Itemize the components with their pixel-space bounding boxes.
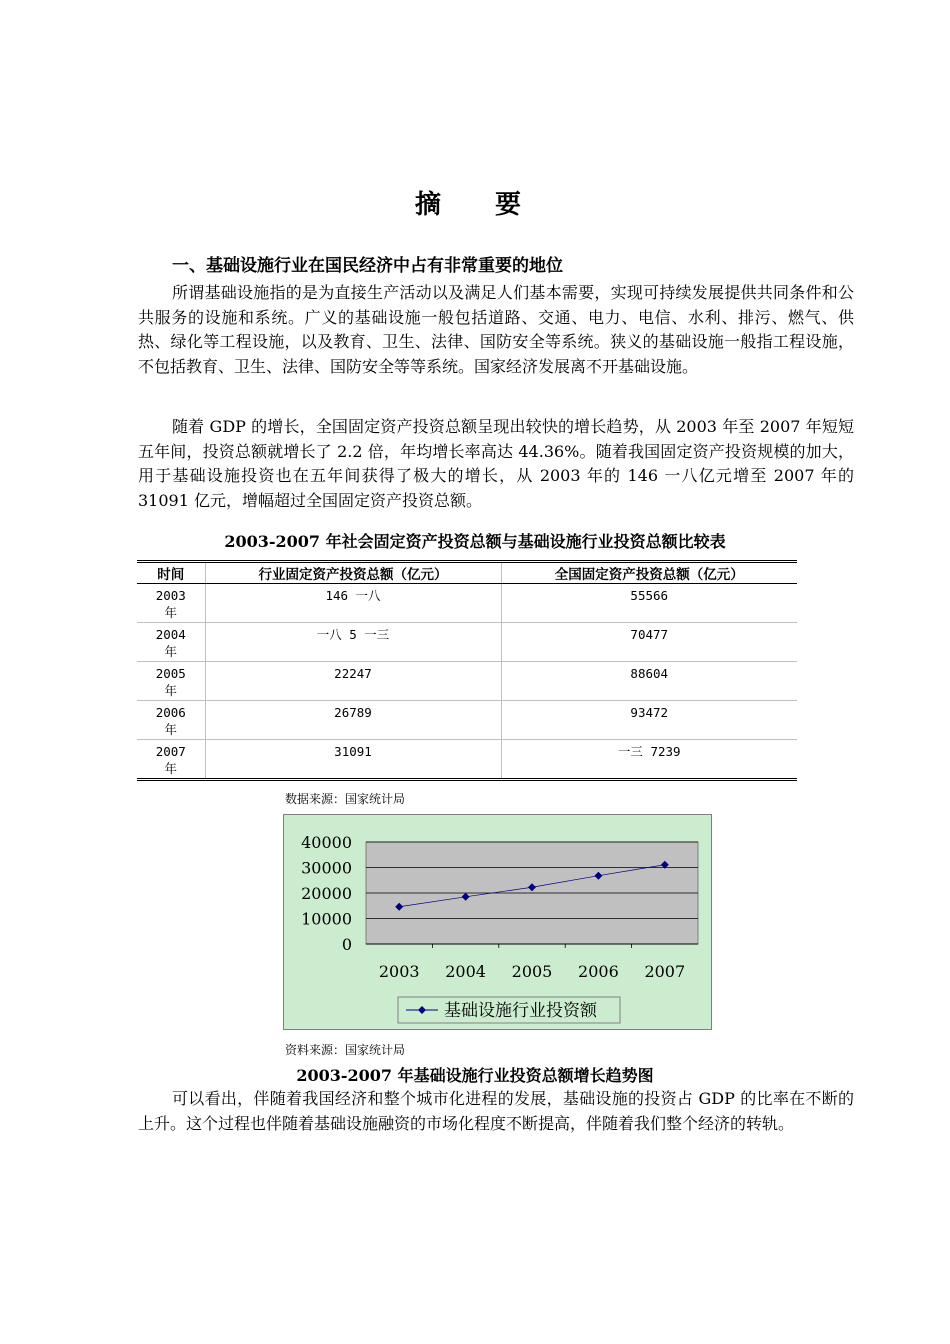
table-row — [137, 701, 797, 740]
cell-year: 2007年 — [155, 744, 186, 776]
cell-national-value: 93472 — [630, 705, 669, 720]
cell-industry-value: 22247 — [334, 666, 372, 681]
cell-year: 2005年 — [155, 666, 186, 698]
chart-caption: 2003-2007 年基础设施行业投资总额增长趋势图 — [296, 1066, 654, 1085]
paragraph-growth: 随着 GDP 的增长，全国固定资产投资总额呈现出较快的增长趋势，从 2003 年至 2007 年短短五年间，投资总额就增长了 2.2 倍，年均增长率高达 44.36%。随着我国固定资产投资规模的加大，用于基础设施投资也在五年间获得了极大的增长，从 2003 年的 146 一八亿元增至 2007 年的 31091 亿元，增幅超过全国固定资产投资总额。 — [138, 417, 854, 510]
cell-national-value: 88604 — [630, 666, 669, 681]
cell-industry-value: 一八 5 一三 — [316, 627, 390, 642]
x-tick-label: 2005 — [511, 962, 553, 981]
table-row — [137, 662, 797, 701]
investment-line-chart — [283, 814, 712, 1030]
chart-source-note: 资料来源：国家统计局 — [285, 1043, 406, 1057]
legend-label: 基础设施行业投资额 — [444, 1001, 597, 1021]
header-industry-investment: 行业固定资产投资总额（亿元） — [205, 563, 501, 584]
cell-industry-value: 146 一八 — [325, 588, 381, 603]
cell-national-value: 70477 — [630, 627, 669, 642]
cell-industry-value: 26789 — [334, 705, 372, 720]
y-tick-label: 10000 — [301, 909, 352, 929]
chart-canvas — [284, 815, 711, 1029]
x-tick-label: 2006 — [578, 962, 619, 981]
y-tick-label: 30000 — [301, 858, 352, 878]
x-tick-label: 2004 — [445, 962, 486, 981]
comparison-table — [137, 560, 797, 781]
paragraph-conclusion: 可以看出，伴随着我国经济和整个城市化进程的发展，基础设施的投资占 GDP 的比率在不断的上升。这个过程也伴随着基础设施融资的市场化程度不断提高，伴随着我们整个经济的转轨。 — [138, 1089, 854, 1133]
cell-national-value: 一三 7239 — [617, 744, 681, 759]
cell-year: 2003年 — [155, 588, 186, 620]
table-title: 2003-2007 年社会固定资产投资总额与基础设施行业投资总额比较表 — [224, 532, 726, 551]
cell-national-value: 55566 — [630, 588, 669, 603]
table-bottom-rule — [137, 778, 797, 781]
table-row — [137, 584, 797, 623]
cell-year: 2004年 — [155, 627, 186, 659]
x-tick-label: 2007 — [644, 962, 686, 981]
table-header-row — [137, 563, 797, 584]
y-tick-label: 0 — [341, 935, 352, 954]
paragraph-definition: 所谓基础设施指的是为直接生产活动以及满足人们基本需要，实现可持续发展提供共同条件和公共服务的设施和系统。广义的基础设施一般包括道路、交通、电力、电信、水利、排污、燃气、供热、绿化等工程设施，以及教育、卫生、法律、国防安全等系统。狭义的基础设施一般指工程设施，不包括教育、卫生、法律、国防安全等等系统。国家经济发展离不开基础设施。 — [138, 283, 854, 376]
y-tick-label: 40000 — [301, 833, 352, 852]
table-row — [137, 740, 797, 779]
cell-industry-value: 31091 — [334, 744, 372, 759]
y-tick-label: 20000 — [301, 884, 352, 903]
x-tick-label: 2003 — [378, 962, 420, 981]
section-heading: 一、基础设施行业在国民经济中占有非常重要的地位 — [172, 256, 563, 276]
header-national-investment: 全国固定资产投资总额（亿元） — [501, 563, 797, 584]
header-time: 时间 — [137, 563, 205, 584]
table-source-note: 数据来源：国家统计局 — [285, 792, 406, 806]
table-row — [137, 623, 797, 662]
cell-year: 2006年 — [155, 705, 186, 737]
page-title: 摘 要 — [414, 190, 535, 220]
